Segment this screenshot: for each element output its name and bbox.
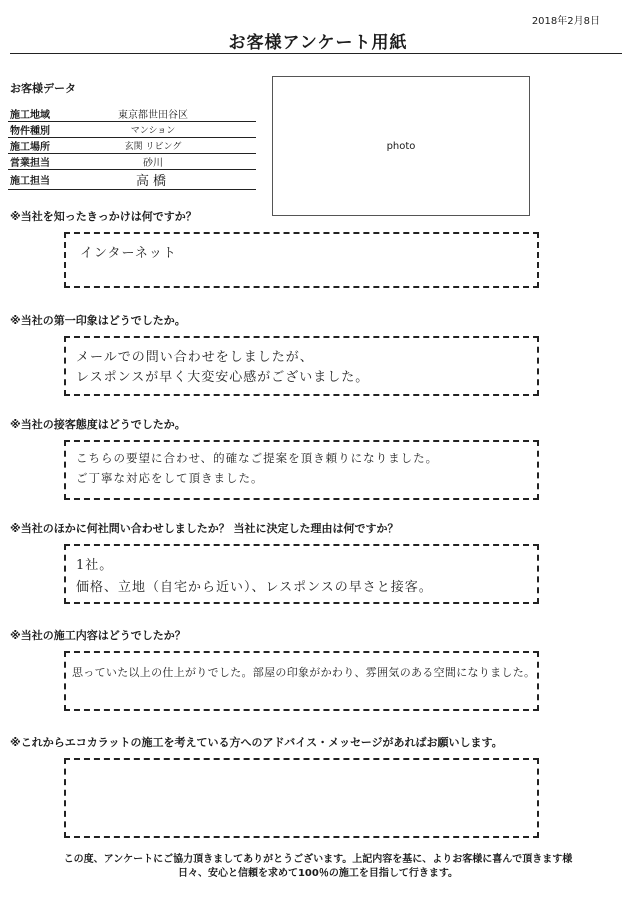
row-value-handwritten: 高橋 xyxy=(68,170,256,190)
table-row xyxy=(8,170,256,190)
table-row xyxy=(8,122,256,138)
row-value: 東京都世田谷区 xyxy=(68,106,256,122)
row-label: 施工場所 xyxy=(8,138,68,154)
row-value: 玄関 リビング xyxy=(68,138,256,154)
row-label: 物件種別 xyxy=(8,122,68,138)
footer-line-1: この度、アンケートにご協力頂きましてありがとうございます。上記内容を基に、よりお客様に喜んで頂きます様 xyxy=(63,854,573,865)
page-title: お客様アンケート用紙 xyxy=(228,33,408,53)
answer-box-4 xyxy=(64,544,539,604)
question-6: ※これからエコカラットの施工を考えている方へのアドバイス・メッセージがあればお願いします。 xyxy=(10,736,503,749)
answer-4-line-1: 1社。 xyxy=(76,558,114,573)
row-value: 砂川 xyxy=(68,154,256,170)
question-4: ※当社のほかに何社問い合わせしましたか？ 当社に決定した理由は何ですか？ xyxy=(10,522,399,535)
question-3: ※当社の接客態度はどうでしたか。 xyxy=(10,418,186,431)
answer-4-line-2: 価格、立地（自宅から近い）、レスポンスの早さと接客。 xyxy=(76,580,433,595)
answer-5-line-1: 思っていた以上の仕上がりでした。部屋の印象がかわり、雰囲気のある空間になりました。 xyxy=(72,666,536,679)
title-divider xyxy=(10,53,622,54)
row-label: 営業担当 xyxy=(8,154,68,170)
question-1: ※当社を知ったきっかけは何ですか？ xyxy=(10,210,197,223)
photo-label: photo xyxy=(386,141,416,152)
answer-box-5 xyxy=(64,651,539,711)
survey-date: 2018年2月8日 xyxy=(531,16,600,27)
customer-data-table xyxy=(8,106,256,190)
answer-box-6 xyxy=(64,758,539,838)
table-row xyxy=(8,138,256,154)
customer-data-heading: お客様データ xyxy=(10,82,76,95)
row-label: 施工地域 xyxy=(8,106,68,122)
answer-2-line-1: メールでの問い合わせをしましたが、 xyxy=(76,350,314,365)
answer-2-line-2: レスポンスが早く大変安心感がございました。 xyxy=(76,370,370,385)
answer-3-line-2: ご丁寧な対応をして頂きました。 xyxy=(76,471,264,485)
table-row xyxy=(8,154,256,170)
answer-3-line-1: こちらの要望に合わせ、的確なご提案を頂き頼りになりました。 xyxy=(76,451,439,465)
answer-1-line-1: インターネット xyxy=(80,246,177,261)
row-label: 施工担当 xyxy=(8,170,68,190)
table-row xyxy=(8,106,256,122)
footer-line-2: 日々、安心と信頼を求めて100％の施工を目指して行きます。 xyxy=(177,868,459,879)
question-2: ※当社の第一印象はどうでしたか。 xyxy=(10,314,186,327)
question-5: ※当社の施工内容はどうでしたか？ xyxy=(10,629,186,642)
row-value: マンション xyxy=(68,122,256,138)
